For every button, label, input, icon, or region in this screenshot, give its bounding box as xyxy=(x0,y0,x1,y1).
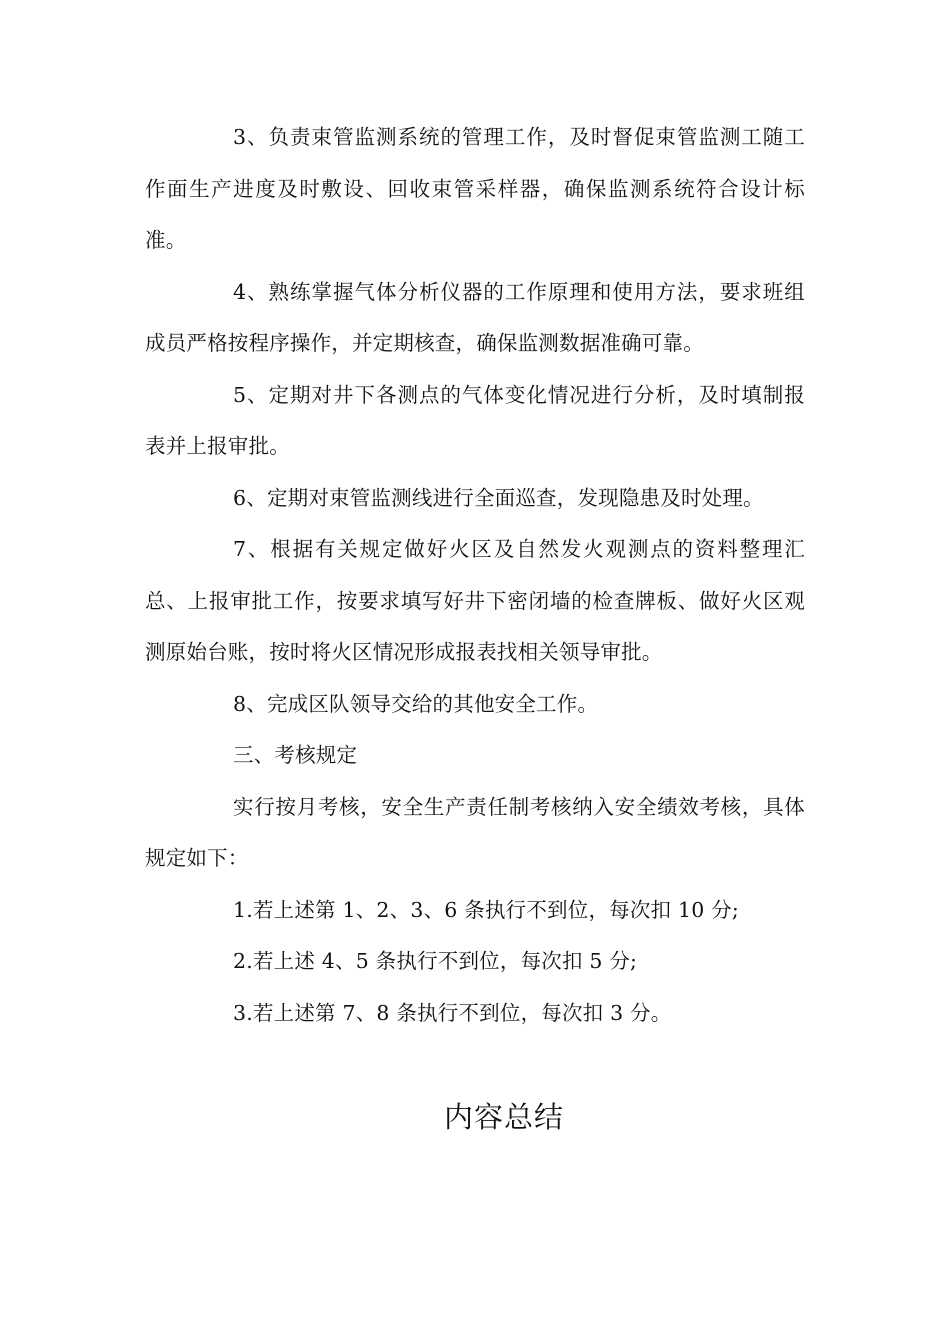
rule-item-3: 3.若上述第 7、8 条执行不到位，每次扣 3 分。 xyxy=(233,1000,672,1025)
paragraph-item-3: 3、负责束管监测系统的管理工作，及时督促束管监测工随工作面生产进度及时敷设、回收束管采样器，确保监测系统符合设计标准。 xyxy=(145,125,805,252)
section-heading-assessment: 三、考核规定 xyxy=(233,743,358,767)
paragraph-item-4: 4、熟练掌握气体分析仪器的工作原理和使用方法，要求班组成员严格按程序操作，并定期核查，确保监测数据准确可靠。 xyxy=(145,279,805,355)
assessment-intro: 实行按月考核，安全生产责任制考核纳入安全绩效考核，具体规定如下： xyxy=(145,794,805,870)
paragraph-item-7: 7、根据有关规定做好火区及自然发火观测点的资料整理汇总、上报审批工作，按要求填写好井下密闭墙的检查牌板、做好火区观测原始台账，按时将火区情况形成报表找相关领导审批。 xyxy=(145,537,805,664)
paragraph-item-8: 8、完成区队领导交给的其他安全工作。 xyxy=(233,691,599,716)
document-body xyxy=(145,112,805,1039)
paragraph-item-5: 5、定期对井下各测点的气体变化情况进行分析，及时填制报表并上报审批。 xyxy=(145,382,805,458)
rule-item-1: 1.若上述第 1、2、3、6 条执行不到位，每次扣 10 分; xyxy=(233,897,739,922)
paragraph-item-6: 6、定期对束管监测线进行全面巡查，发现隐患及时处理。 xyxy=(233,485,764,510)
rule-item-2: 2.若上述 4、5 条执行不到位，每次扣 5 分; xyxy=(233,949,638,973)
summary-title: 内容总结 xyxy=(443,1100,564,1134)
